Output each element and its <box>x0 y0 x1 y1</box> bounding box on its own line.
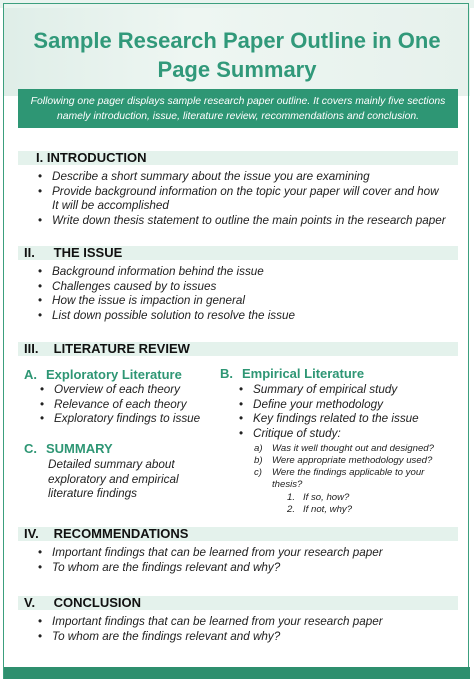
subheading-empirical <box>220 366 364 382</box>
subheading-title: Exploratory Literature <box>46 367 182 382</box>
footer-bar <box>4 667 470 679</box>
section-title: RECOMMENDATIONS <box>53 526 189 541</box>
list-item: • Summary of empirical study <box>237 383 457 398</box>
exploratory-list <box>38 383 218 427</box>
list-item: • Write down thesis statement to outline the main points in the research paper <box>36 214 446 229</box>
list-item: • Important findings that can be learned from your research paper <box>36 615 446 630</box>
list-item: • Overview of each theory <box>38 383 218 398</box>
list-item: • To whom are the findings relevant and why? <box>36 561 446 576</box>
section-title: INTRODUCTION <box>46 150 147 165</box>
list-item <box>287 504 447 516</box>
list-item <box>254 443 454 455</box>
list-item: • Background information behind the issue <box>36 265 446 280</box>
subheading-title: SUMMARY <box>46 441 113 456</box>
summary-text: Detailed summary about exploratory and empirical literature findings <box>48 458 179 501</box>
list-item: • Provide background information on the topic your paper will cover and how It will be accomplished <box>36 185 446 214</box>
empirical-list <box>237 383 457 441</box>
list-item <box>254 467 454 491</box>
introduction-list <box>36 170 446 228</box>
list-item <box>287 492 447 504</box>
list-item: • Exploratory findings to issue <box>38 412 218 427</box>
list-item: • To whom are the findings relevant and why? <box>36 630 446 645</box>
section-heading-literature <box>24 341 190 357</box>
section-title: LITERATURE REVIEW <box>53 341 190 356</box>
section-title: THE ISSUE <box>53 245 123 260</box>
list-marker: c) <box>254 467 262 478</box>
intro-banner: Following one pager displays sample research paper outline. It covers mainly five sections namely introduction, issue, literature review, recommendations and conclusion. <box>18 89 458 128</box>
subheading-letter: A. <box>24 367 37 382</box>
list-item: • Important findings that can be learned from your research paper <box>36 546 446 561</box>
section-number: III. <box>24 341 39 356</box>
section-heading-recommendations <box>24 526 188 542</box>
list-text: Was it well thought out and designed? <box>272 443 434 454</box>
subheading-summary <box>24 441 113 457</box>
list-marker: b) <box>254 455 263 466</box>
list-text: Were appropriate methodology used? <box>272 455 433 466</box>
list-marker: 2. <box>287 504 296 515</box>
list-item: • Describe a short summary about the issue you are examining <box>36 170 446 185</box>
subheading-letter: B. <box>220 366 233 381</box>
page-title: Sample Research Paper Outline in One Page Summary <box>33 28 441 82</box>
list-item: • Relevance of each theory <box>38 398 218 413</box>
section-number: V. <box>24 595 36 610</box>
list-text: If so, how? <box>303 492 350 503</box>
section-number: II. <box>24 245 35 260</box>
section-heading-issue <box>24 245 122 261</box>
section-title: CONCLUSION <box>53 595 142 610</box>
section-heading-conclusion <box>24 595 141 611</box>
list-item: • Define your methodology <box>237 398 457 413</box>
section-number: I. <box>36 150 44 165</box>
list-marker: a) <box>254 443 263 454</box>
subheading-title: Empirical Literature <box>242 366 365 381</box>
list-item <box>254 455 454 467</box>
list-item: • How the issue is impaction in general <box>36 294 446 309</box>
list-item: • Challenges caused by to issues <box>36 280 446 295</box>
subheading-letter: C. <box>24 441 37 456</box>
list-item: • Key findings related to the issue <box>237 412 457 427</box>
section-heading-introduction <box>36 150 147 166</box>
list-item: • Critique of study: <box>237 427 457 442</box>
list-item: • List down possible solution to resolve the issue <box>36 309 446 324</box>
followup-list <box>287 492 447 516</box>
critique-list <box>254 443 454 491</box>
section-number: IV. <box>24 526 39 541</box>
list-text: If not, why? <box>303 504 353 515</box>
recommendations-list <box>36 546 446 575</box>
issue-list <box>36 265 446 323</box>
conclusion-list <box>36 615 446 644</box>
list-text: Were the findings applicable to your thesis? <box>272 467 425 490</box>
subheading-exploratory <box>24 367 182 383</box>
list-marker: 1. <box>287 492 296 503</box>
